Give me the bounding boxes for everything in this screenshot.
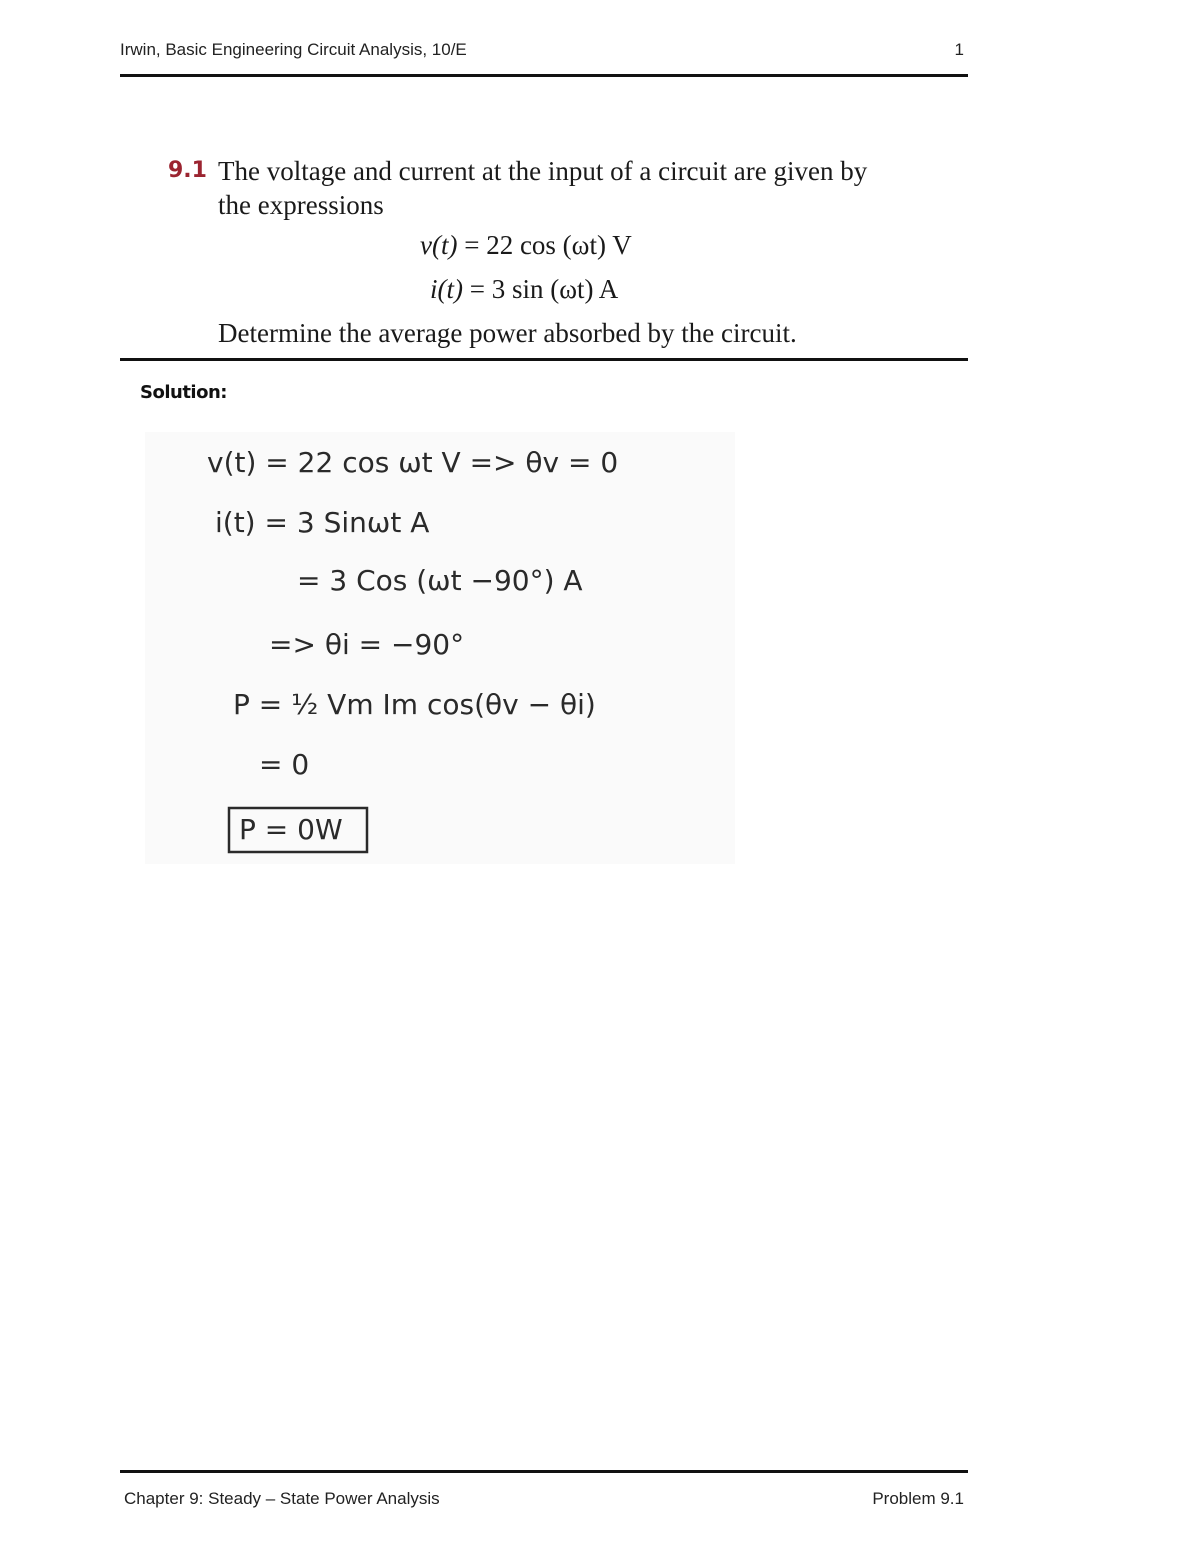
solution-line-4: => θi = −90° — [269, 628, 465, 661]
page-header — [120, 38, 968, 77]
solution-line-6: = 0 — [259, 748, 310, 781]
voltage-equation-lhs: v(t) — [420, 230, 458, 260]
current-equation — [430, 274, 618, 305]
solution-line-3: = 3 Cos (ωt −90°) A — [297, 564, 583, 597]
footer-problem: Problem 9.1 — [872, 1489, 964, 1508]
solution-answer: P = 0W — [239, 813, 343, 846]
problem-question: Determine the average power absorbed by the circuit. — [218, 318, 797, 348]
footer-chapter: Chapter 9: Steady – State Power Analysis — [124, 1489, 440, 1508]
solution-line-2: i(t) = 3 Sinωt A — [215, 506, 430, 539]
problem-text: The voltage and current at the input of a circuit are given by the expressions — [218, 156, 868, 220]
page-number: 1 — [954, 40, 964, 59]
solution-line-1: v(t) = 22 cos ωt V => θv = 0 — [207, 446, 619, 479]
current-equation-lhs: i(t) — [430, 274, 463, 304]
current-equation-rhs: = 3 sin (ωt) A — [463, 274, 619, 304]
voltage-equation-rhs: = 22 cos (ωt) V — [457, 230, 632, 260]
problem-number: 9.1 — [168, 158, 207, 183]
solution-line-5: P = ½ Vm Im cos(θv − θi) — [233, 688, 596, 721]
voltage-equation — [420, 230, 632, 261]
solution-label: Solution: — [140, 382, 227, 403]
problem-statement — [120, 150, 968, 361]
handwritten-solution — [145, 432, 735, 864]
handwritten-solution-canvas — [145, 432, 735, 864]
page-footer — [120, 1470, 968, 1513]
header-title: Irwin, Basic Engineering Circuit Analysis, 10/E — [120, 40, 467, 59]
